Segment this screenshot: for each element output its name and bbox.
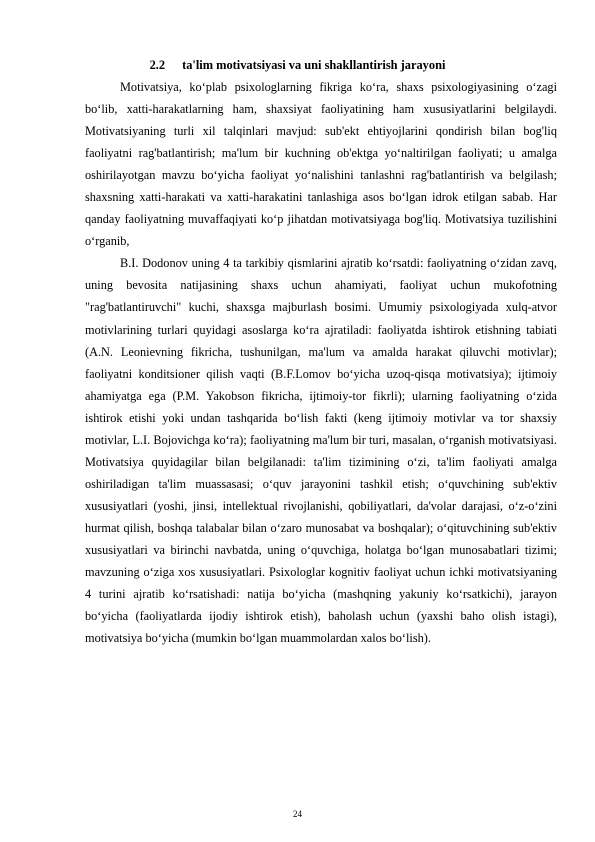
paragraph-2: B.I. Dodonov uning 4 ta tarkibiy qismlarini ajratib ko‘rsatdi: faoliyatning o‘zidan zavq, uning bevosita natijasining shaxs uchun ahamiyati, faoliyat uchun mukofotning "rag'batlantiruvchi" kuchi, shaxsga majburlash bosimi. Umumiy psixologiyada xulq-atvor motivlarining turlari quyidagi asoslarga ko‘ra ajratiladi: faoliyatda ishtirok etishning tabiati (A.N. Leonievning fikricha, tushunilgan, ma'lum va amalda harakat qiluvchi motivlar); faoliyatni konditsioner qilish vaqti (B.F.Lomov bo‘yicha uzoq-qisqa motivatsiya); ijtimoiy ahamiyatga ega (P.M. Yakobson fikricha, ijtimoiy-tor fikrli); ularning faoliyatning o‘zida ishtirok etishi yoki undan tashqarida bo‘lish fakti (keng ijtimoiy motivlar va tor shaxsiy motivlar, L.I. Bojovichga ko‘ra); faoliyatning ma'lum bir turi, masalan, o‘rganish motivatsiyasi. Motivatsiya quyidagilar bilan belgilanadi: ta'lim tizimining o‘zi, ta'lim faoliyati amalga oshiriladigan ta'lim muassasasi; o‘quv jarayonini tashkil etish; o‘quvchining sub'ektiv xususiyatlari (yoshi, jinsi, intellektual rivojlanishi, qobiliyatlari, da'volar darajasi, o‘z-o‘zini hurmat qilish, boshqa talabalar bilan o‘zaro munosabat va boshqalar); o‘qituvchining sub'ektiv xususiyatlari va birinchi navbatda, uning o‘quvchiga, holatga bo‘lgan munosabatlari tizimi; mavzuning o‘ziga xos xususiyatlari. Psixologlar kognitiv faoliyat uchun ichki motivatsiyaning 4 turini ajratib ko‘rsatishadi: natija bo‘yicha (mashqning yakuniy ko‘rsatkichi), jarayon bo‘yicha (faoliyatlarda ijodiy ishtirok etish), baholash uchun (yaxshi baho olish istagi), motivatsiya bo‘yicha (mumkin bo‘lgan muammolardan xalos bo‘lish).: [85, 256, 557, 646]
section-number: 2.2: [149, 58, 166, 72]
page-number: 24: [293, 809, 302, 819]
section-heading: [0, 57, 595, 73]
body-text: [85, 76, 557, 649]
paragraph-1: Motivatsiya, ko‘plab psixologlarning fikriga ko‘ra, shaxs psixologiyasining o‘zagi bo‘lib, xatti-harakatlarning ham, shaxsiyat faoliyatining ham xususiyatlarini belgilaydi. Motivatsiyaning turli xil talqinlari mavjud: sub'ekt ehtiyojlarini qondirish bilan bog'liq faoliyatni rag'batlantirish; ma'lum bir kuchning ob'ektga yo‘naltirilgan faoliyati; u amalga oshirilayotgan mavzu bo‘yicha faoliyat yo‘nalishini tanlashni rag'batlantirish va belgilash; shaxsning xatti-harakati va xatti-harakatini tanlashiga asos bo‘lgan idrok etilgan sabab. Har qanday faoliyatning muvaffaqiyati ko‘p jihatdan motivatsiyaga bog'liq. Motivatsiya tuzilishini o‘rganib,: [85, 80, 557, 249]
section-title: ta'lim motivatsiyasi va uni shakllantirish jarayoni: [182, 58, 446, 72]
